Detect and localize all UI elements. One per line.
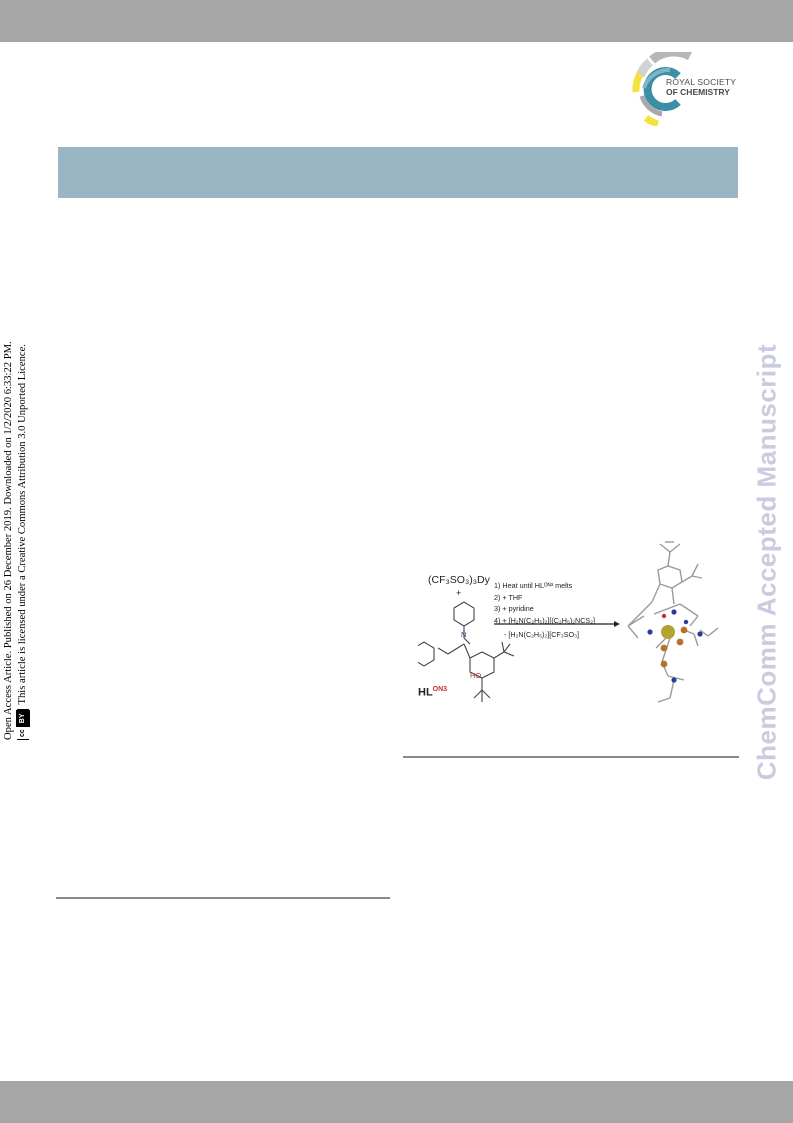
rsc-wordmark: [666, 77, 736, 97]
notice-line1: Open Access Article. Published on 26 December 2019. Downloaded on 1/2/2020 6:33:22 PM.: [3, 341, 14, 740]
reaction-scheme: [418, 530, 738, 740]
cc-by-badge[interactable]: [17, 709, 29, 740]
bottom-band: [0, 1081, 793, 1123]
byproduct-label: - [H₂N(C₂H₅)₂][CF₃SO₃]: [504, 630, 580, 639]
dysprosium-atom: [661, 625, 675, 639]
hydroxyl-label: HO: [470, 671, 482, 680]
plus-sign: +: [456, 588, 462, 598]
reaction-conditions: [494, 580, 595, 626]
footnote-rule: [56, 897, 390, 899]
step-2: 2) + THF: [494, 592, 523, 602]
article-header-box: [58, 147, 738, 198]
rsc-line2: OF CHEMISTRY: [666, 87, 730, 97]
amine-n-label: N: [461, 630, 467, 639]
notice-line2-row: [16, 280, 30, 740]
step-3: 3) + pyridine: [494, 604, 534, 613]
rsc-logo: [632, 52, 750, 126]
cc-label: cc: [16, 726, 30, 739]
step-4: 4) + [H₂N(C₂H₅)₂][(C₂H₅)₂NCS₂]: [494, 615, 595, 625]
step-1: 1) Heat until HLᴼᴺ³ melts: [494, 581, 573, 590]
accepted-manuscript-watermark: ChemComm Accepted Manuscript: [751, 343, 782, 781]
ligand-label-sup: ON3: [432, 686, 448, 693]
notice-line1-row: [2, 280, 16, 740]
by-label: BY: [16, 710, 30, 726]
scheme-rule: [403, 756, 739, 758]
ligand-label: [418, 686, 447, 699]
top-band: [0, 0, 793, 42]
ligand-label-base: HL: [418, 686, 433, 699]
open-access-notice: [2, 280, 38, 740]
notice-line2[interactable]: This article is licensed under a Creative Commons Attribution 3.0 Unported Licence.: [17, 344, 28, 705]
rsc-line1: ROYAL SOCIETY: [666, 77, 737, 87]
dysprosium-triflate-label: (CF₃SO₃)₃Dy: [428, 574, 490, 586]
